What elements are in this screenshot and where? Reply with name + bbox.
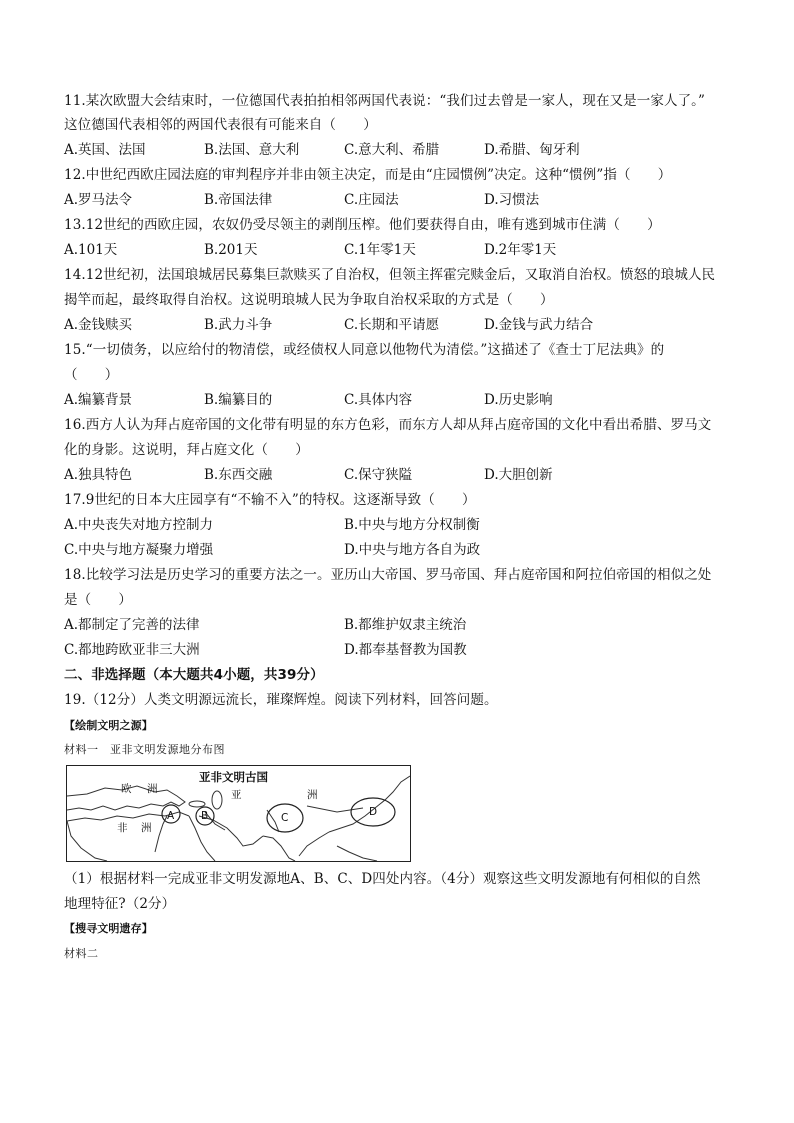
q15-stem-line1: 15.“一切债务，以应给付的物清偿，或经债权人同意以他物代为清偿。”这描述了《查士丁尼法典》的: [64, 342, 665, 358]
q14-option-b: B.武力斗争: [204, 317, 273, 333]
map-label-europe-2: 洲: [147, 783, 158, 795]
q12-options: [64, 192, 744, 208]
southeast-asia-coast: [337, 846, 377, 861]
q19-stem: 19.（12分）人类文明源远流长，璀璨辉煌。阅读下列材料，回答问题。: [64, 692, 498, 708]
q16-option-a: A.独具特色: [64, 467, 133, 483]
q17-option-c: C.中央与地方凝聚力增强: [64, 542, 214, 558]
q13-option-c: C.1年零1天: [344, 242, 416, 258]
black-sea: [189, 801, 205, 807]
q14-option-d: D.金钱与武力结合: [484, 317, 594, 333]
q11-option-d: D.希腊、匈牙利: [484, 142, 580, 158]
q15-option-b: B.编纂目的: [204, 392, 273, 408]
q15-stem-line2: （ ）: [64, 367, 119, 383]
q13-option-a: A.101天: [64, 242, 118, 258]
map-label-europe-1: 欧: [121, 783, 132, 795]
caspian-sea: [212, 791, 222, 809]
q12-option-c: C.庄园法: [344, 192, 399, 208]
q12-option-d: D.习惯法: [484, 192, 540, 208]
q14-option-c: C.长期和平请愿: [344, 317, 440, 333]
q16-stem-line2: 化的身影。这说明，拜占庭文化（ ）: [64, 442, 309, 458]
q18-option-a: A.都制定了完善的法律: [64, 617, 200, 633]
q14-options: [64, 317, 744, 333]
q12-stem-line1: 12.中世纪西欧庄园法庭的审判程序并非由领主决定，而是由“庄园惯例”决定。这种“惯例”指（ ）: [64, 167, 672, 183]
q19-sub1-line1: （1）根据材料一完成亚非文明发源地A、B、C、D四处内容。（4分）观察这些文明发源地有何相似的自然: [64, 871, 701, 887]
q16-option-b: B.东西交融: [204, 467, 273, 483]
q14-stem-line1: 14.12世纪初，法国琅城居民募集巨款赎买了自治权，但领主挥霍完赎金后，又取消自治权。愤怒的琅城人民: [64, 267, 716, 283]
q18-stem-line1: 18.比较学习法是历史学习的重要方法之一。亚历山大帝国、罗马帝国、拜占庭帝国和阿拉伯帝国的相似之处: [64, 567, 712, 583]
q18-options-row2: [64, 642, 744, 658]
map-marker-b: B: [201, 810, 209, 822]
q11-option-b: B.法国、意大利: [204, 142, 300, 158]
q11-stem-line1: 11.某次欧盟大会结束时，一位德国代表拍拍相邻两国代表说：“我们过去曾是一家人，现在又是一家人了。”: [64, 93, 706, 109]
bracket-heading-1: 【绘制文明之源】: [64, 719, 153, 732]
q13-option-b: B.201天: [204, 242, 258, 258]
q17-options-row2: [64, 542, 744, 558]
q14-option-a: A.金钱赎买: [64, 317, 133, 333]
q17-option-a: A.中央丧失对地方控制力: [64, 517, 214, 533]
q15-option-d: D.历史影响: [484, 392, 553, 408]
map-label-africa-1: 非: [117, 822, 128, 834]
q11-option-c: C.意大利、希腊: [344, 142, 440, 158]
africa-west-coast: [67, 821, 107, 861]
q11-stem-line2: 这位德国代表相邻的两国代表很有可能来自（ ）: [64, 117, 377, 133]
q18-option-b: B.都维护奴隶主统治: [344, 617, 467, 633]
east-asia-coast: [329, 776, 410, 832]
q19-sub1-line2: 地理特征?（2分）: [64, 896, 176, 912]
bracket-heading-2: 【搜寻文明遗存】: [64, 922, 153, 935]
q18-option-d: D.都奉基督教为国教: [344, 642, 467, 658]
q16-option-d: D.大胆创新: [484, 467, 553, 483]
q17-option-d: D.中央与地方各自为政: [344, 542, 481, 558]
map-label-asia-1: 亚: [231, 789, 242, 801]
q15-option-a: A.编纂背景: [64, 392, 133, 408]
q16-option-c: C.保守狭隘: [344, 467, 413, 483]
q16-stem-line1: 16.西方人认为拜占庭帝国的文化带有明显的东方色彩，而东方人却从拜占庭帝国的文化中看出希腊、罗马文: [64, 417, 712, 433]
q14-stem-line2: 揭竿而起，最终取得自治权。这说明琅城人民为争取自治权采取的方式是（ ）: [64, 292, 554, 308]
q12-option-a: A.罗马法令: [64, 192, 133, 208]
q18-options-row1: [64, 617, 744, 633]
map-marker-a: A: [167, 810, 175, 822]
q11-option-a: A.英国、法国: [64, 142, 146, 158]
q15-options: [64, 392, 744, 408]
arabia-coast: [199, 816, 263, 846]
q13-stem-line1: 13.12世纪的西欧庄园，农奴仍受尽领主的剥削压榨。他们要获得自由，唯有逃到城市住满（ ）: [64, 217, 661, 233]
q17-options-row1: [64, 517, 744, 533]
q17-stem-line1: 17.9世纪的日本大庄园享有“不输不入”的特权。这逐渐导致（ ）: [64, 492, 476, 508]
q13-options: [64, 242, 744, 258]
q18-option-c: C.都地跨欧亚非三大洲: [64, 642, 200, 658]
map-label-africa-2: 洲: [141, 822, 152, 834]
q11-options: [64, 142, 744, 158]
civilization-map: [66, 765, 411, 862]
section2-title: 二、非选择题（本大题共4小题，共39分）: [64, 667, 324, 683]
map-marker-c: C: [281, 812, 289, 824]
q15-option-c: C.具体内容: [344, 392, 413, 408]
q17-option-b: B.中央与地方分权制衡: [344, 517, 480, 533]
q12-option-b: B.帝国法律: [204, 192, 273, 208]
q18-stem-line2: 是（ ）: [64, 592, 132, 608]
map-title: 亚非文明古国: [199, 770, 268, 784]
yellow-river: [307, 806, 363, 812]
q13-option-d: D.2年零1天: [484, 242, 557, 258]
map-label-asia-2: 洲: [307, 789, 318, 801]
india-coast: [263, 832, 329, 861]
material2-label: 材料二: [64, 947, 99, 960]
material1-label: 材料一 亚非文明发源地分布图: [64, 743, 225, 756]
q16-options: [64, 467, 744, 483]
map-marker-d: D: [369, 806, 378, 818]
